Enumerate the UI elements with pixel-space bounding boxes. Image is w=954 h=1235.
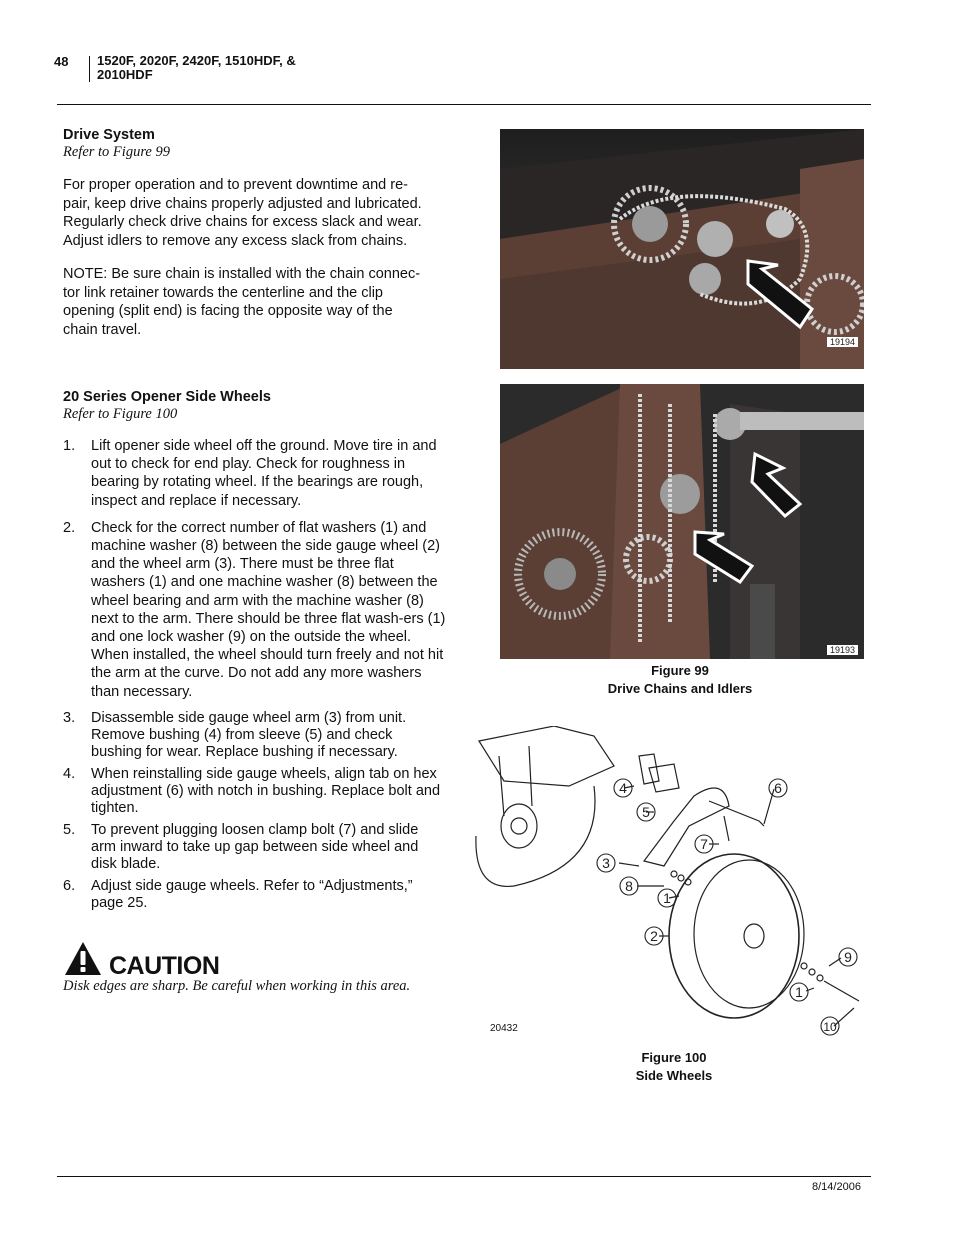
list-item xyxy=(63,878,447,912)
step-number: 3. xyxy=(63,709,76,726)
idler-photo-illustration xyxy=(500,384,864,659)
callout-2: 2 xyxy=(650,928,658,944)
drive-system-section xyxy=(63,127,447,340)
photo-tag-19194: 19194 xyxy=(827,337,858,347)
step-text: When reinstalling side gauge wheels, align tab on hex adjustment (6) with notch in bushing. Replace bolt and tighten. xyxy=(91,765,441,816)
header-rule xyxy=(57,104,871,105)
opener-heading: 20 Series Opener Side Wheels xyxy=(63,389,271,405)
photo-tag-19193: 19193 xyxy=(827,645,858,655)
opener-ref: Refer to Figure 100 xyxy=(63,406,178,422)
callout-6: 6 xyxy=(774,780,782,796)
step-number: 4. xyxy=(63,765,76,782)
para-line: pair, keep drive chains properly adjusted and lubricated. xyxy=(63,195,422,212)
callout-1-top: 1 xyxy=(663,890,671,906)
callout-10: 10 xyxy=(823,1020,837,1034)
drawing-tag-20432: 20432 xyxy=(490,1023,518,1034)
step-text: To prevent plugging loosen clamp bolt (7) and slide arm inward to take up gap between side wheel and disk blade. xyxy=(91,821,419,872)
side-wheel-exploded-drawing xyxy=(474,726,874,1036)
figure100-caption: Side Wheels xyxy=(635,1068,713,1083)
caution-title: CAUTION xyxy=(109,952,220,980)
callout-9: 9 xyxy=(844,949,852,965)
warning-triangle-icon xyxy=(63,940,103,978)
drive-system-heading: Drive System xyxy=(63,127,155,143)
opener-section xyxy=(63,389,447,921)
para-line: Regularly check drive chains for excess slack and wear. xyxy=(63,214,422,231)
para-line: Adjust idlers to remove any excess slack from chains. xyxy=(63,233,408,250)
list-item xyxy=(63,519,447,701)
figure99-label: Figure 99 xyxy=(651,663,709,678)
document-title-line2: 2010HDF xyxy=(97,67,153,82)
list-item xyxy=(63,437,447,510)
callout-3: 3 xyxy=(602,855,610,871)
step-text: Adjust side gauge wheels. Refer to “Adjustments,” page 25. xyxy=(91,877,413,911)
page-number: 48 xyxy=(54,54,69,69)
footer-date: 8/14/2006 xyxy=(812,1181,861,1193)
note-line: NOTE: Be sure chain is installed with the chain connec- xyxy=(63,265,421,282)
caution-text: Disk edges are sharp. Be careful when working in this area. xyxy=(63,978,411,994)
opener-steps xyxy=(63,437,447,912)
step-number: 1. xyxy=(63,438,76,454)
drive-system-note xyxy=(63,265,447,340)
note-line: opening (split end) is facing the opposite way of the xyxy=(63,303,393,320)
header-separator xyxy=(89,56,90,82)
footer-rule xyxy=(57,1176,871,1177)
figure99-photo-top xyxy=(500,129,864,369)
figure99-photo-bottom xyxy=(500,384,864,659)
note-line: chain travel. xyxy=(63,321,142,338)
note-line: tor link retainer towards the centerline and the clip xyxy=(63,284,383,301)
step-number: 6. xyxy=(63,877,76,894)
list-item xyxy=(63,822,447,873)
list-item xyxy=(63,710,447,761)
callout-4: 4 xyxy=(619,780,627,796)
figure100-label: Figure 100 xyxy=(641,1050,707,1065)
callout-5: 5 xyxy=(642,804,650,820)
para-line: For proper operation and to prevent downtime and re- xyxy=(63,177,408,193)
drive-system-ref: Refer to Figure 99 xyxy=(63,144,170,160)
drive-system-paragraph xyxy=(63,176,447,251)
callout-7: 7 xyxy=(700,836,708,852)
figure100-drawing xyxy=(474,726,874,1036)
document-title xyxy=(97,54,397,82)
step-text: Check for the correct number of flat washers (1) and machine washer (8) between the side gauge wheel (2) and the wheel arm (3). There must be three flat washers (1) and one machine washer (8) between the wheel bearing and arm with the machine washer (8) next to the arm. There should be three flat wash-ers (1) and one lock washer (9) on the outside the wheel. When installed, the wheel should turn freely and not hit the arm at the curve. Do not add any more washers than necessary. xyxy=(91,519,446,700)
step-number: 5. xyxy=(63,821,76,838)
drive-chain-photo-illustration xyxy=(500,129,864,369)
step-text: Lift opener side wheel off the ground. Move tire in and out to check for end play. Check for roughness in bearing by rotating wheel. If the bearings are rough, inspect and replace if necessary. xyxy=(91,438,437,509)
callout-8: 8 xyxy=(625,878,633,894)
figure99-caption: Drive Chains and Idlers xyxy=(607,681,753,696)
list-item xyxy=(63,766,447,817)
step-number: 2. xyxy=(63,519,76,536)
callout-1-bottom: 1 xyxy=(795,984,803,1000)
document-title-line1: 1520F, 2020F, 2420F, 1510HDF, & xyxy=(97,53,296,68)
step-text: Disassemble side gauge wheel arm (3) from unit. Remove bushing (4) from sleeve (5) and check bushing for wear. Replace bushing if necessary. xyxy=(91,709,407,760)
